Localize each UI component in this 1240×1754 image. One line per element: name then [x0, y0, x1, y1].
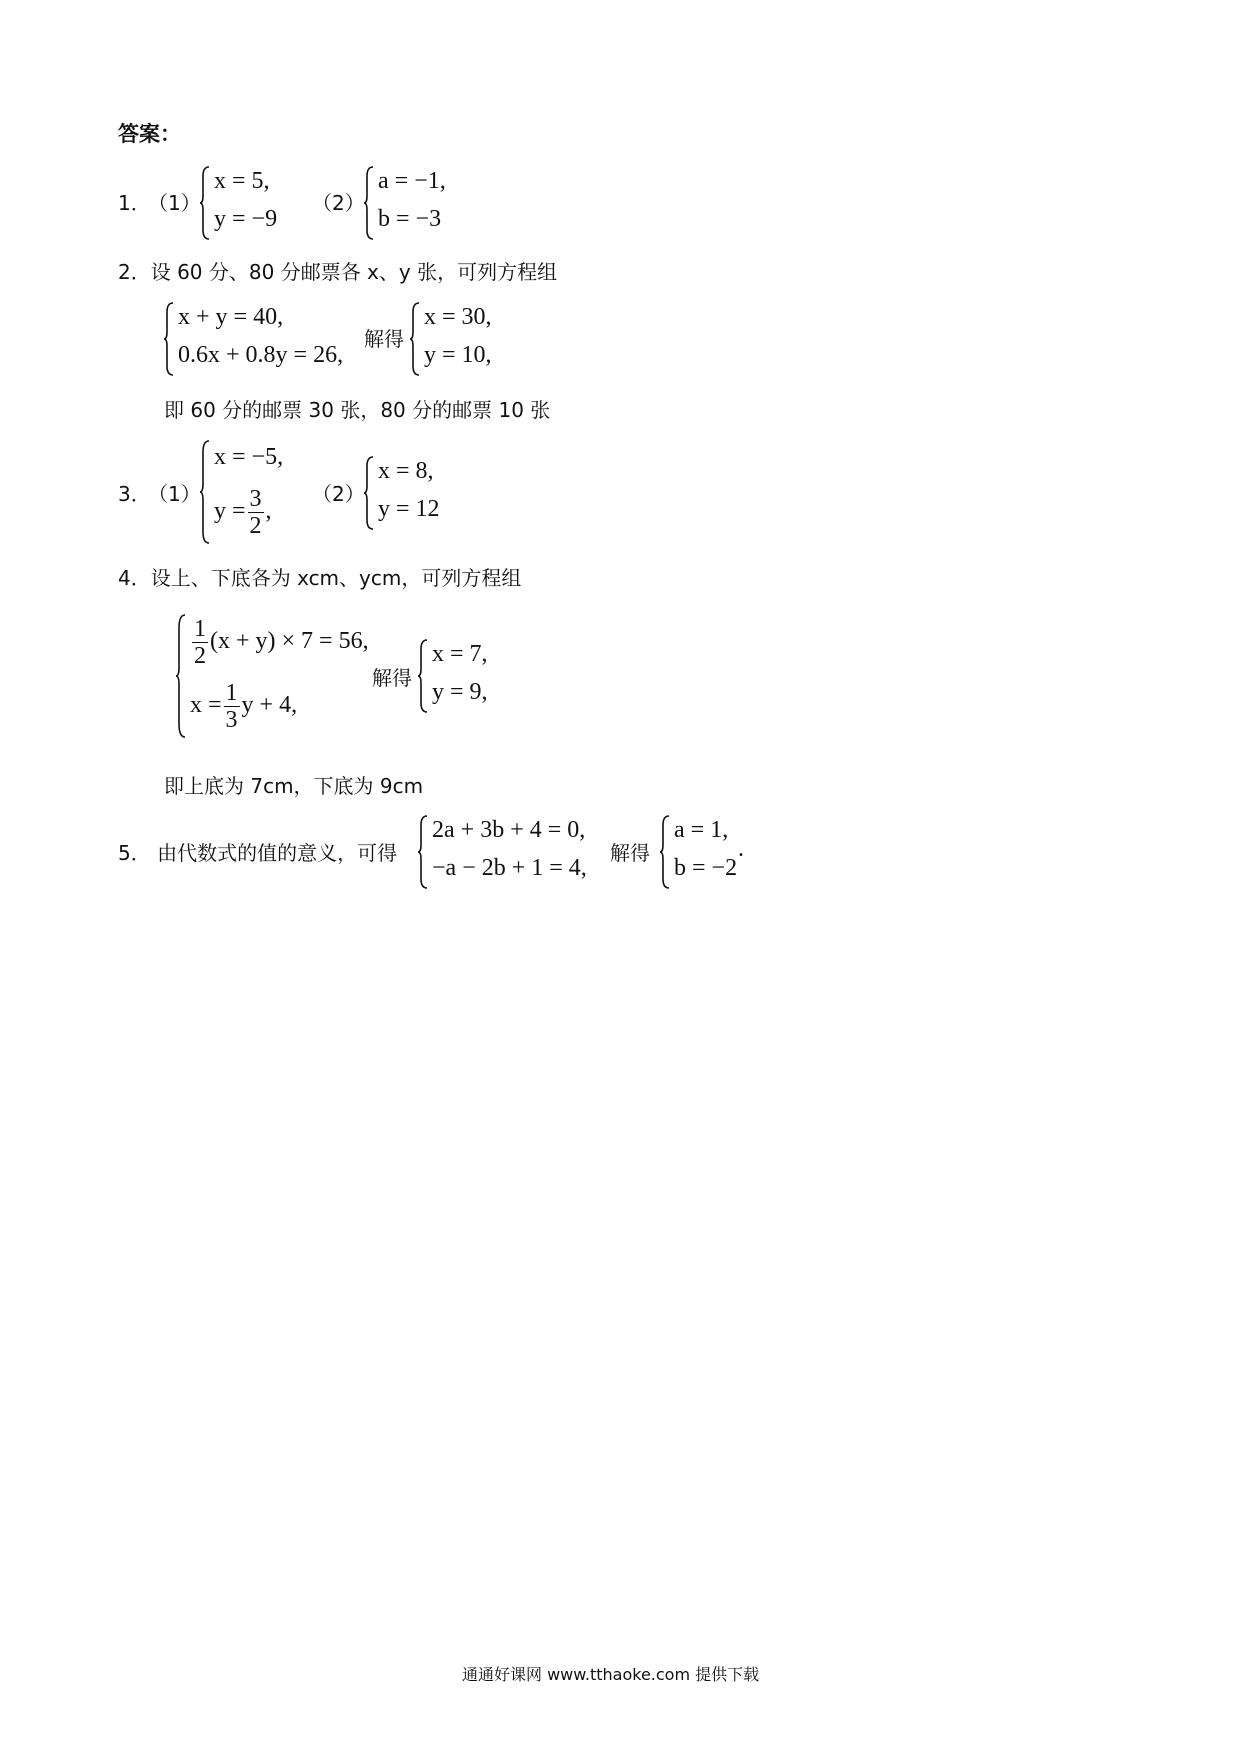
q4-text: 4．设上、下底各为 xcm、ycm，可列方程组: [118, 566, 522, 590]
q2-solution2: y = 10,: [424, 342, 492, 368]
q3-part1-system: [200, 440, 300, 544]
q2-equation1: x + y = 40,: [178, 304, 284, 330]
fraction-denominator: 2: [249, 513, 262, 539]
q2-solution1: x = 30,: [424, 304, 492, 330]
q1-part1-label: （1）: [148, 191, 201, 215]
q4-solution2: y = 9,: [432, 679, 488, 705]
q5-system-equations: [418, 815, 598, 889]
q3-part1-line2-comma: ,: [265, 498, 272, 525]
fraction-denominator: 3: [225, 707, 238, 733]
q3-part1-label: （1）: [148, 482, 201, 506]
q3-part1-line2: [214, 486, 272, 539]
fraction: [192, 616, 208, 669]
q4-equation2: [190, 680, 297, 733]
left-brace-icon: [176, 614, 186, 738]
q5-equation1: 2a + 3b + 4 = 0,: [432, 817, 586, 843]
fraction: [224, 680, 240, 733]
q4-equation1-rest: (x + y) × 7 = 56,: [210, 628, 369, 655]
q1-part2-line2: b = −3: [378, 206, 442, 232]
q3-part2-system: [364, 456, 454, 530]
q4-solve-label: 解得: [372, 666, 412, 690]
left-brace-icon: [164, 302, 174, 376]
q3-part1-line2-lhs: y =: [214, 498, 246, 525]
q4-system-solution: [418, 639, 508, 713]
footer-text: 通通好课网 www.tthaoke.com 提供下载: [462, 1665, 760, 1684]
left-brace-icon: [364, 456, 374, 530]
q1-part1-system: [200, 166, 290, 240]
q3-part1-line1: x = −5,: [214, 444, 284, 470]
q4-system-equations: [176, 614, 376, 738]
q5-text: 5． 由代数式的值的意义，可得: [118, 841, 398, 865]
q2-text: 2．设 60 分、80 分邮票各 x、y 张，可列方程组: [118, 260, 558, 284]
left-brace-icon: [410, 302, 420, 376]
left-brace-icon: [200, 166, 210, 240]
q2-conclusion: 即 60 分的邮票 30 张，80 分的邮票 10 张: [164, 398, 551, 422]
q5-equation2: −a − 2b + 1 = 4,: [432, 855, 587, 881]
q2-system-equations: [164, 302, 364, 376]
left-brace-icon: [418, 639, 428, 713]
q4-equation1: [190, 616, 369, 669]
fraction-denominator: 2: [194, 643, 206, 669]
q3-number: 3．: [118, 482, 151, 506]
q5-system-solution: [660, 815, 750, 889]
q2-equation2: 0.6x + 0.8y = 26,: [178, 342, 344, 368]
q1-part1-line2: y = −9: [214, 206, 278, 232]
q2-system-solution: [410, 302, 510, 376]
q1-part2-label: （2）: [312, 191, 365, 215]
left-brace-icon: [200, 440, 210, 544]
q1-number: 1．: [118, 191, 151, 215]
q3-part2-line1: x = 8,: [378, 458, 434, 484]
fraction-numerator: 1: [194, 616, 206, 642]
q3-part2-label: （2）: [312, 482, 365, 506]
q5-solve-label: 解得: [610, 841, 650, 865]
fraction-numerator: 3: [249, 486, 262, 512]
q5-period: .: [738, 836, 744, 862]
q5-solution2: b = −2: [674, 855, 738, 881]
q1-part2-system: [364, 166, 464, 240]
q4-equation2-rest: y + 4,: [241, 692, 298, 719]
q1-part1-line1: x = 5,: [214, 168, 270, 194]
fraction-numerator: 1: [225, 680, 238, 706]
q1-part2-line1: a = −1,: [378, 168, 446, 194]
q2-solve-label: 解得: [364, 327, 404, 351]
q5-solution1: a = 1,: [674, 817, 729, 843]
answer-title: 答案：: [118, 122, 181, 146]
q3-part2-line2: y = 12: [378, 496, 440, 522]
q4-solution1: x = 7,: [432, 641, 488, 667]
left-brace-icon: [660, 815, 670, 889]
left-brace-icon: [418, 815, 428, 889]
left-brace-icon: [364, 166, 374, 240]
q4-equation2-lhs: x =: [190, 692, 222, 719]
fraction: [248, 486, 264, 539]
q4-conclusion: 即上底为 7cm，下底为 9cm: [164, 774, 424, 798]
